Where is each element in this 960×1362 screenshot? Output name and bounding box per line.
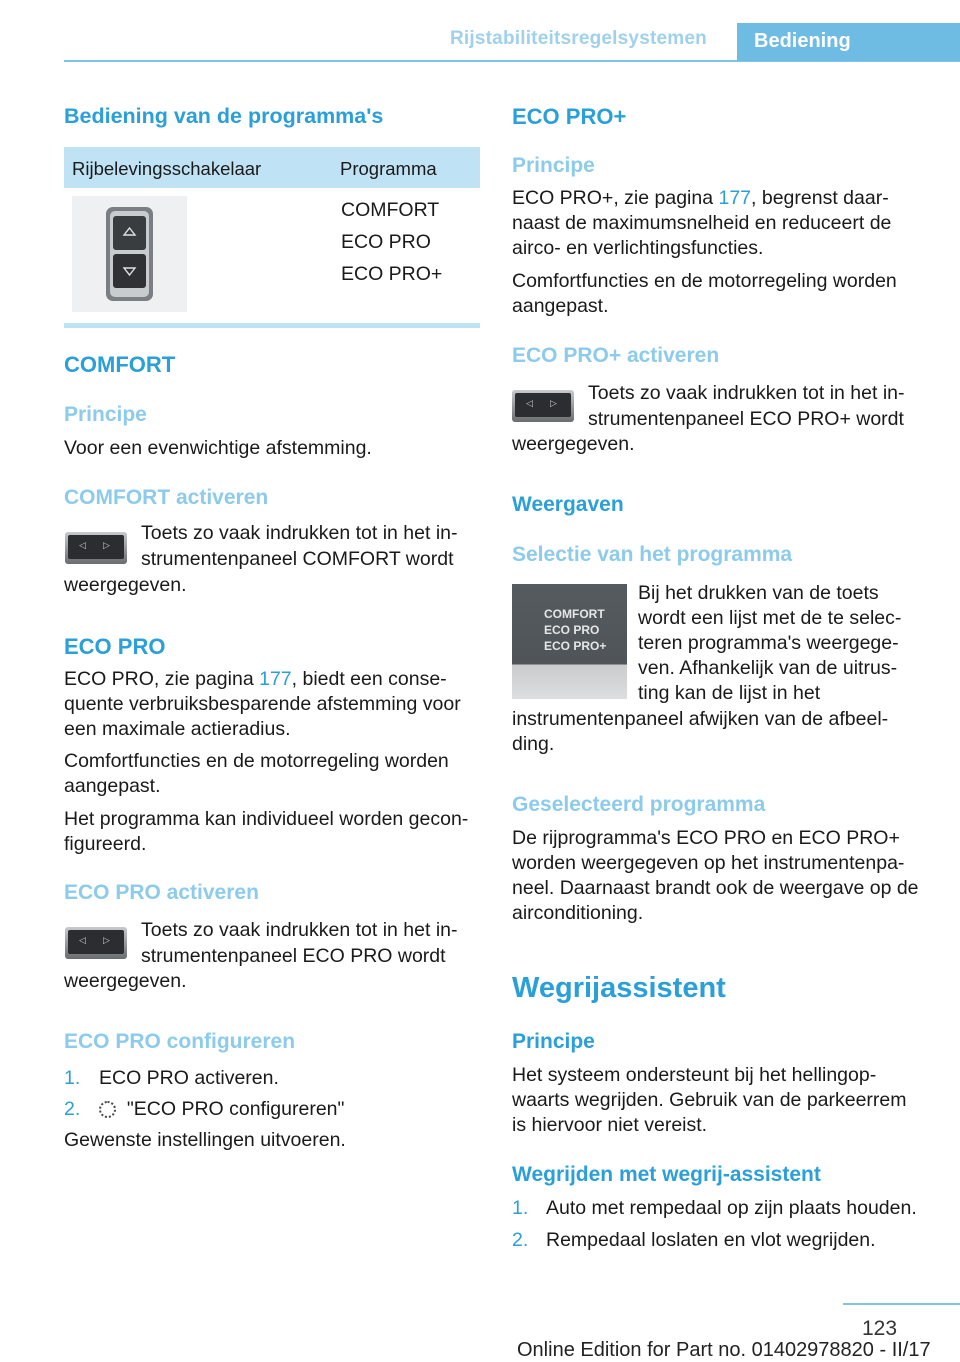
heading-eco-pro: ECO PRO (64, 634, 166, 659)
table-bottom-rule (64, 323, 480, 328)
driving-switch-image (72, 196, 187, 312)
cluster-item: ECO PRO (544, 623, 600, 637)
selected-line4: airconditioning. (512, 902, 644, 924)
heading-wegrijassistent: Wegrijassistent (512, 972, 726, 1004)
ecopro-line7: figureerd. (64, 833, 147, 855)
heading-comfort-principe: Principe (64, 403, 147, 426)
ecopro-act-line2: strumentenpaneel ECO PRO wordt (141, 945, 446, 967)
heading-ecopro-activate: ECO PRO activeren (64, 881, 259, 904)
comfort-act-line2: strumentenpaneel COMFORT wordt (141, 548, 454, 570)
step-text: Rempedaal loslaten en vlot wegrijden. (546, 1229, 876, 1251)
selection-line1: Bij het drukken van de toets (638, 582, 879, 604)
heading-ecoplus-activate: ECO PRO+ activeren (512, 344, 720, 367)
selection-line6: instrumentenpaneel afwijken van de afbeel- (512, 708, 889, 730)
settings-gear-icon (99, 1101, 116, 1118)
heading-wegrij-principe: Principe (512, 1030, 595, 1053)
mode-button-image: ◁ ▷ (65, 532, 127, 564)
comfort-act-line1: Toets zo vaak indrukken tot in het in- (141, 522, 458, 544)
ecopro-line1-text: ECO PRO, zie pagina (64, 668, 260, 690)
ecoplus-line1-rest: , begrenst daar- (751, 187, 889, 209)
ecoplus-line1-text: ECO PRO+, zie pagina (512, 187, 719, 209)
step-number: 1. (64, 1067, 81, 1089)
ecoplus-act-line1: Toets zo vaak indrukken tot in het in- (588, 382, 905, 404)
heading-selection: Selectie van het programma (512, 543, 793, 566)
mode-button-image: ◁ ▷ (65, 927, 127, 959)
header-section-title: Rijstabiliteitsregelsystemen (450, 28, 707, 49)
ecopro-line5: aangepast. (64, 775, 161, 797)
table-col-switch: Rijbelevingsschakelaar (72, 158, 262, 179)
ecopro-line6: Het programma kan individueel worden gecon- (64, 808, 469, 830)
table-col-program: Programma (340, 158, 437, 179)
cluster-item: ECO PRO+ (544, 639, 607, 653)
ecopro-line3: een maximale actieradius. (64, 718, 291, 740)
selection-line4: ven. Afhankelijk van de uitrus- (638, 657, 898, 679)
selection-line7: ding. (512, 733, 555, 755)
step-number: 2. (512, 1229, 529, 1251)
selection-line3: teren programma's weergege- (638, 632, 899, 654)
footer-rule (843, 1303, 960, 1305)
selected-line1: De rijprogramma's ECO PRO en ECO PRO+ (512, 827, 900, 849)
heading-weergaven: Weergaven (512, 493, 624, 516)
ecopro-act-line3: weergegeven. (64, 970, 187, 992)
ecopro-line1-rest: , biedt een conse- (291, 668, 447, 690)
step-text: "ECO PRO configureren" (126, 1098, 345, 1120)
cluster-item: COMFORT (544, 607, 605, 621)
ecoplus-act-line2: strumentenpaneel ECO PRO+ wordt (588, 408, 904, 430)
wegrij-line3: is hiervoor niet vereist. (512, 1114, 708, 1136)
mode-button-image: ◁ ▷ (512, 390, 574, 422)
selected-line2: worden weergegeven op het instrumentenpa- (512, 852, 905, 874)
program-comfort: COMFORT (341, 199, 440, 221)
wegrij-line1: Het systeem ondersteunt bij het hellingop- (512, 1064, 877, 1086)
step-text: ECO PRO activeren. (99, 1067, 279, 1089)
program-eco-pro: ECO PRO (341, 231, 431, 253)
ecoplus-line4: Comfortfuncties en de motorregeling worden (512, 270, 897, 292)
comfort-act-line3: weergegeven. (64, 574, 187, 596)
selected-line3: neel. Daarnaast brandt ook de weergave op de (512, 877, 919, 899)
page-number: 123 (862, 1317, 898, 1340)
ecopro-act-line1: Toets zo vaak indrukken tot in het in- (141, 919, 458, 941)
page-link-177[interactable]: 177 (259, 668, 292, 690)
table-header (64, 147, 480, 188)
ecopro-line2: quente verbruiksbesparende afstemming voor (64, 693, 461, 715)
ecopro-line1 (64, 667, 447, 693)
step-number: 2. (64, 1098, 81, 1120)
ecopro-line4: Comfortfuncties en de motorregeling worden (64, 750, 449, 772)
selection-line5: ting kan de lijst in het (638, 682, 821, 704)
heading-comfort: COMFORT (64, 352, 176, 377)
heading-selected-program: Geselecteerd programma (512, 793, 766, 816)
heading-wegrij-sub: Wegrijden met wegrij-assistent (512, 1163, 821, 1186)
configure-end-text: Gewenste instellingen uitvoeren. (64, 1129, 346, 1151)
heading-comfort-activate: COMFORT activeren (64, 486, 269, 509)
wegrij-line2: waarts wegrijden. Gebruik van de parkeerrem (512, 1089, 907, 1111)
step-text-configure (99, 1097, 344, 1123)
program-eco-pro-plus: ECO PRO+ (341, 263, 443, 285)
selection-line2: wordt een lijst met de te selec- (638, 607, 902, 629)
step-text: Auto met rempedaal op zijn plaats houden. (546, 1197, 917, 1219)
ecoplus-line3: airco- en verlichtingsfuncties. (512, 237, 764, 259)
page-link-177[interactable]: 177 (718, 187, 752, 209)
ecoplus-line2: naast de maximumsnelheid en reduceert de (512, 212, 892, 234)
heading-ecoplus-principe: Principe (512, 154, 595, 177)
section-title: Bediening van de programma's (64, 104, 384, 128)
edition-text: Online Edition for Part no. 01402978820 - II/17 (517, 1339, 931, 1361)
heading-ecopro-configure: ECO PRO configureren (64, 1030, 296, 1053)
heading-eco-pro-plus: ECO PRO+ (512, 104, 627, 129)
header-tab-label: Bediening (754, 30, 851, 52)
comfort-principe-text: Voor een evenwichtige afstemming. (64, 437, 372, 459)
ecoplus-line5: aangepast. (512, 295, 609, 317)
ecoplus-line1 (512, 186, 889, 212)
instrument-cluster-image (512, 584, 627, 699)
step-number: 1. (512, 1197, 529, 1219)
header-tab (737, 23, 960, 61)
ecoplus-act-line3: weergegeven. (512, 433, 635, 455)
